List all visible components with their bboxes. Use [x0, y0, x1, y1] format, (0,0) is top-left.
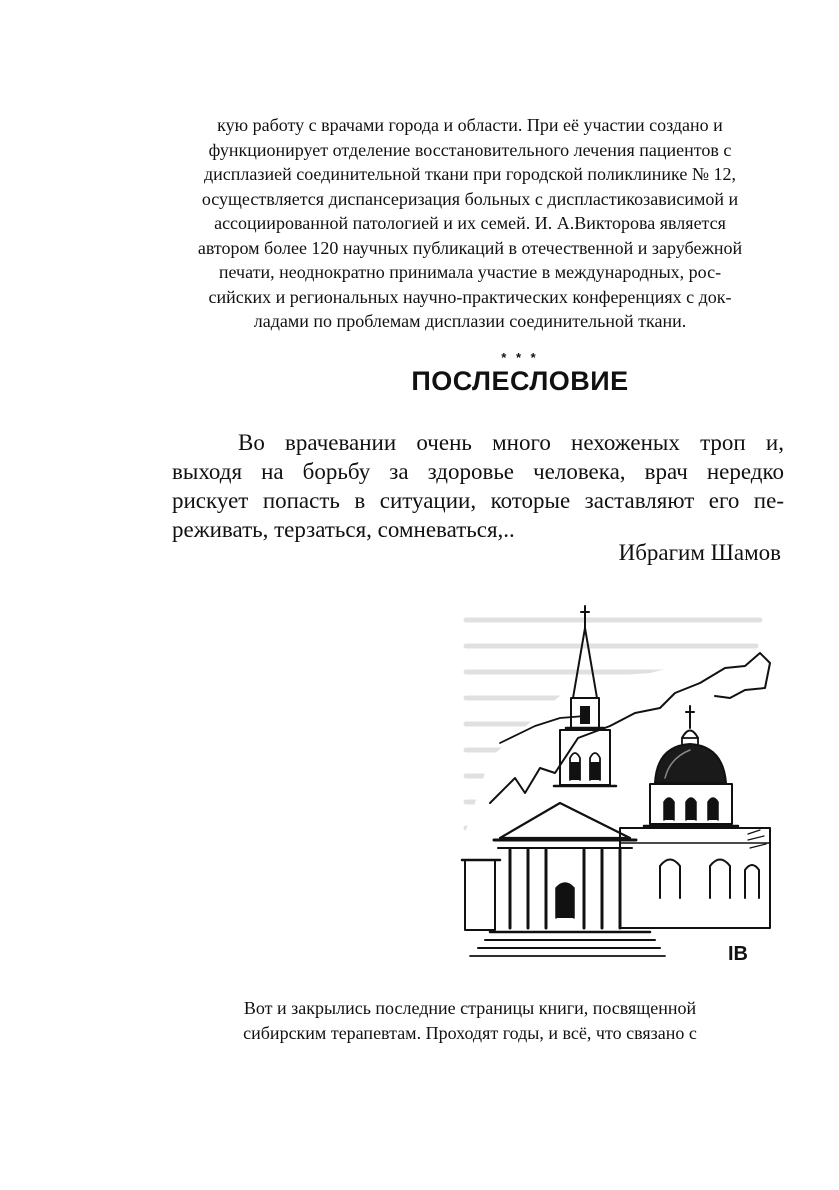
closing-line: Вот и закрылись последние страницы книги, посвященной [243, 998, 697, 1018]
epigraph-line: реживать, терзаться, сомневаться,.. [172, 517, 515, 542]
bio-line: ассоциированной патологией и их семей. И. А.Викторова является [214, 213, 726, 233]
epigraph [172, 428, 784, 544]
bio-line: печати, неоднократно принимала участие в международных, рос- [218, 262, 722, 282]
closing-paragraph [140, 996, 800, 1046]
epigraph-author: Ибрагим Шамов [618, 540, 781, 565]
artist-signature: IB [728, 943, 748, 965]
bio-line: дисплазией соединительной ткани при городской поликлинике № 12, [203, 164, 737, 184]
church-illustration [460, 598, 780, 970]
section-title: ПОСЛЕСЛОВИЕ [411, 366, 629, 396]
bio-line: функционирует отделение восстановительного лечения пациентов с [208, 139, 732, 160]
bio-line: ладами по проблемам дисплазии соединительной ткани. [253, 311, 687, 331]
closing-line: сибирским терапевтам. Проходят годы, и всё, что связано с [243, 1023, 697, 1043]
bio-line: кую работу с врачами города и области. При её участии создано и [217, 115, 723, 135]
section-separator: * * * [501, 350, 539, 365]
church-drawing [460, 598, 780, 970]
bio-line: осуществляется диспансеризация больных с диспластикозависимой и [201, 188, 739, 209]
biography-paragraph [140, 113, 800, 334]
epigraph-line: Во врачевании очень много нехоженых троп и, [238, 430, 784, 455]
bio-line: автором более 120 научных публикаций в отечественной и зарубежной [197, 237, 743, 258]
bio-line: сийских и региональных научно-практических конференциях с док- [208, 286, 732, 307]
epigraph-line: рискует попасть в ситуации, которые заставляют его пе- [172, 488, 784, 513]
epigraph-line: выходя на борьбу за здоровье человека, врач нередко [172, 459, 784, 484]
